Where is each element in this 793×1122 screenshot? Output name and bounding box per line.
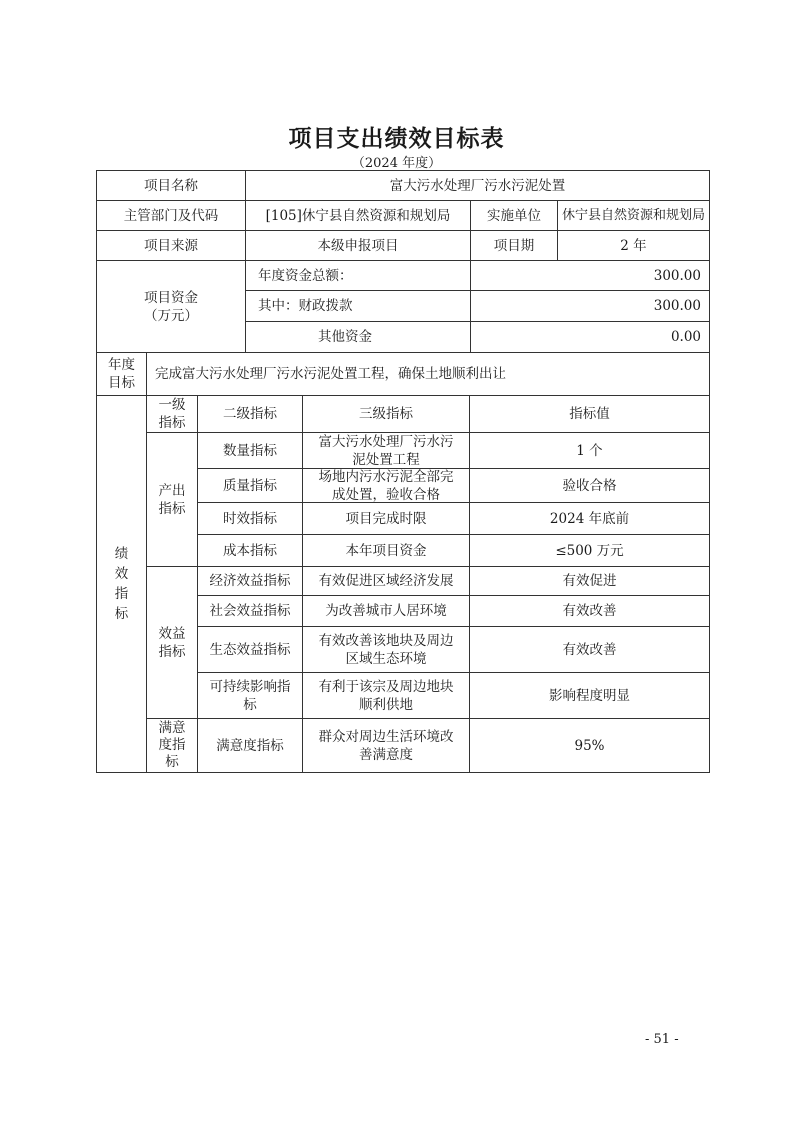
side-char: 绩 [114,546,129,562]
text-line: 场地内污水污泥全部完 [318,468,454,485]
output-value: 验收合格 [469,468,710,503]
benefit-value: 有效改善 [469,595,710,627]
text-line: 满意 [158,720,186,736]
page-subtitle: （2024 年度） [351,156,442,171]
project-name-label: 项目名称 [96,170,246,201]
text-line: 顺利供地 [359,696,413,713]
page-number: - 51 - [645,1032,679,1047]
text-line: 善满意度 [359,746,413,763]
side-char: 指 [114,586,129,602]
performance-side-label [96,395,147,773]
annual-goal-label-line1: 年度 [108,357,135,373]
side-char: 效 [114,566,129,582]
source-label: 项目来源 [96,230,246,261]
benefit-level2: 社会效益指标 [197,595,303,627]
text-line: 成处置，验收合格 [332,486,440,503]
output-level2: 时效指标 [197,502,303,535]
side-char: 标 [114,606,129,622]
output-value: 2024 年底前 [469,502,710,535]
impl-unit-value: 休宁县自然资源和规划局 [557,200,710,231]
annual-goal-label-line2: 目标 [108,375,135,391]
header-level3: 三级指标 [302,395,470,433]
benefit-label-line2: 指标 [158,643,186,660]
dept-value: [105]休宁县自然资源和规划局 [245,200,471,231]
benefit-value: 有效改善 [469,626,710,673]
output-level2: 质量指标 [197,468,303,503]
text-line: 标 [243,696,257,713]
output-value: ≤500 万元 [469,534,710,567]
output-label [146,432,198,567]
output-level3 [302,432,470,469]
text-line: 标 [165,754,179,770]
source-value: 本级申报项目 [245,230,471,261]
satisfaction-value: 95% [469,718,710,773]
funds-other-label: 其他资金 [245,321,471,353]
funds-fiscal-label: 其中：财政拨款 [245,290,471,322]
benefit-label [146,566,198,719]
benefit-level2 [197,672,303,719]
satisfaction-level2: 满意度指标 [197,718,303,773]
benefit-label-line1: 效益 [158,625,186,642]
page-title: 项目支出绩效目标表 [288,126,505,152]
satisfaction-label [146,718,198,773]
output-level3: 本年项目资金 [302,534,470,567]
header-value: 指标值 [469,395,710,433]
output-level2: 成本指标 [197,534,303,567]
benefit-level3 [302,672,470,719]
impl-unit-label: 实施单位 [470,200,558,231]
text-line: 可持续影响指 [209,678,291,695]
benefit-level3 [302,626,470,673]
header-level2: 二级指标 [197,395,303,433]
annual-goal-label [96,352,147,396]
text-line: 有利于该宗及周边地块 [318,678,454,695]
funds-other-value: 0.00 [470,321,710,353]
benefit-level3: 为改善城市人居环境 [302,595,470,627]
output-label-line2: 指标 [158,500,186,517]
performance-table [96,170,710,773]
text-line: 富大污水处理厂污水污 [318,433,454,450]
output-level2: 数量指标 [197,432,303,469]
output-level3: 项目完成时限 [302,502,470,535]
benefit-level3: 有效促进区域经济发展 [302,566,470,596]
output-value: 1 个 [469,432,710,469]
header-level1-line2: 指标 [158,415,186,431]
satisfaction-level3 [302,718,470,773]
header-level1-line1: 一级 [158,397,186,413]
benefit-level2: 经济效益指标 [197,566,303,596]
annual-goal-text: 完成富大污水处理厂污水污泥处置工程，确保土地顺利出让 [146,352,710,396]
text-line: 度指 [158,737,186,753]
text-line: 区域生态环境 [345,650,427,667]
funds-total-label: 年度资金总额： [245,260,471,291]
funds-label [96,260,246,353]
output-level3 [302,468,470,503]
funds-total-value: 300.00 [470,260,710,291]
output-label-line1: 产出 [158,482,186,499]
funds-label-line2: （万元） [144,307,198,324]
benefit-value: 影响程度明显 [469,672,710,719]
dept-label: 主管部门及代码 [96,200,246,231]
period-label: 项目期 [470,230,558,261]
funds-label-line1: 项目资金 [144,289,198,306]
benefit-level2: 生态效益指标 [197,626,303,673]
benefit-value: 有效促进 [469,566,710,596]
text-line: 有效改善该地块及周边 [318,632,454,649]
project-name-value: 富大污水处理厂污水污泥处置 [245,170,710,201]
text-line: 群众对周边生活环境改 [318,728,454,745]
text-line: 泥处置工程 [352,451,420,468]
funds-fiscal-value: 300.00 [470,290,710,322]
header-level1 [146,395,198,433]
period-value: 2 年 [557,230,710,261]
